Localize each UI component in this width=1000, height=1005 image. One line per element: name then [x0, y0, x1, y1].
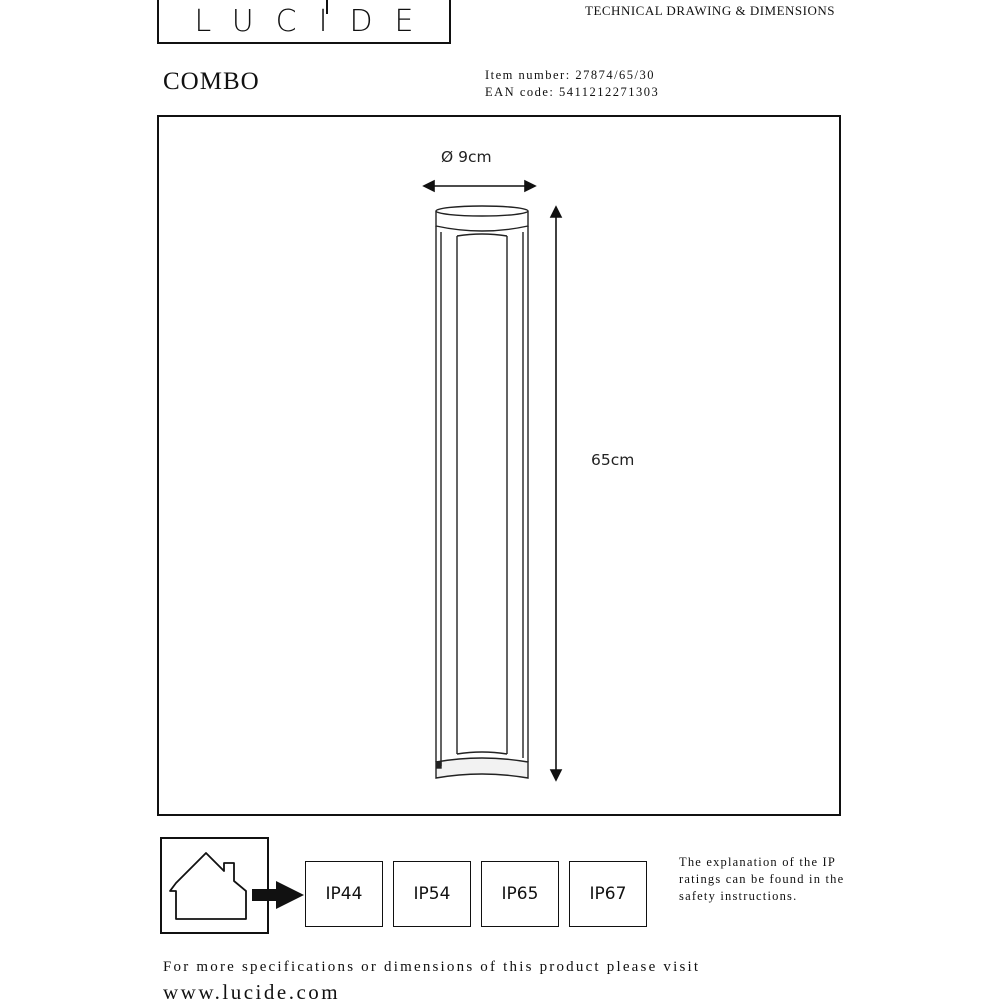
- arrow-right-icon: [250, 880, 306, 910]
- ean-value: 5411212271303: [559, 85, 660, 99]
- bollard-lamp-drawing: [436, 206, 528, 778]
- diameter-label: Ø 9cm: [441, 148, 492, 166]
- item-number-value: 27874/65/30: [575, 68, 656, 82]
- ean-label: EAN code:: [485, 85, 555, 99]
- ip-rating-box: IP54: [393, 861, 471, 927]
- ip-rating-box: IP67: [569, 861, 647, 927]
- logo-text: LUCIDE: [194, 4, 436, 39]
- ip-rating-box: IP65: [481, 861, 559, 927]
- height-label: 65cm: [591, 451, 635, 469]
- product-name: COMBO: [163, 68, 260, 95]
- document-type: TECHNICAL DRAWING & DIMENSIONS: [585, 3, 835, 18]
- ip-explanation-note: The explanation of the IP ratings can be found in the safety instructions.: [679, 855, 845, 903]
- ip-rating-box: IP44: [305, 861, 383, 927]
- diameter-dimension-arrow: [424, 181, 535, 191]
- item-number-label: Item number:: [485, 68, 571, 82]
- height-dimension-arrow: [551, 207, 561, 780]
- footer-text: For more specifications or dimensions of this product please visit: [163, 959, 701, 975]
- website-link[interactable]: www.lucide.com: [163, 980, 341, 1004]
